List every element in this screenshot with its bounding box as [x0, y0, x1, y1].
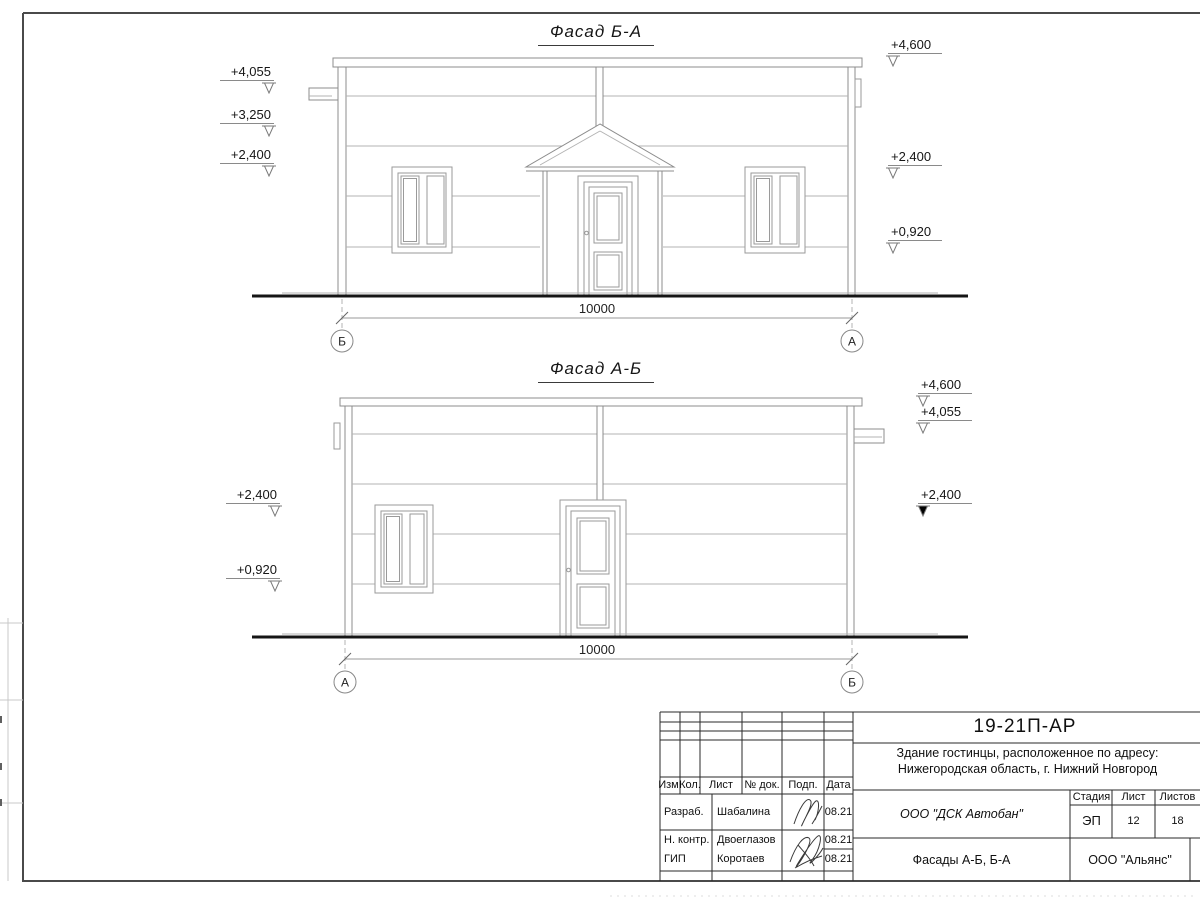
elevation-value: +2,400: [226, 487, 280, 504]
axis-bubbles: [334, 671, 863, 693]
elevation-arrow-icon: [885, 55, 901, 67]
elevation-value: +0,920: [226, 562, 280, 579]
contractor-org: ООО "Альянс": [1088, 852, 1172, 867]
elevation-mark: [226, 487, 280, 504]
axis-letter: Б: [338, 334, 346, 349]
dimension-line: [339, 640, 858, 670]
elevation-value: +4,055: [220, 64, 274, 81]
elevation-mark: [918, 404, 972, 421]
elevation-mark: [888, 224, 942, 241]
sheet-number: 12: [1127, 815, 1140, 828]
object-description-line2: Нижегородская область, г. Нижний Новгород: [897, 761, 1158, 776]
facade2-drawing: [252, 398, 968, 693]
elevation-arrow-icon: [261, 165, 277, 177]
row-name: Двоеглазов: [717, 834, 776, 847]
row-date: 08.21: [824, 853, 853, 866]
elevation-value: +2,400: [888, 149, 942, 166]
sheets-total: 18: [1171, 815, 1184, 828]
elevation-arrow-icon: [915, 422, 931, 434]
elevation-arrow-icon: [885, 167, 901, 179]
window: [745, 167, 805, 253]
parapet-band: [340, 398, 862, 406]
facade1-title: Фасад Б-А: [538, 22, 654, 46]
elevation-value: +0,920: [888, 224, 942, 241]
elevation-value: +2,400: [220, 147, 274, 164]
stage-label: Стадия: [1072, 791, 1111, 804]
vent-pipe: [596, 67, 603, 128]
dimension-value: 10000: [578, 642, 616, 657]
elevation-mark: [888, 37, 942, 54]
door-knob: [567, 568, 571, 572]
sheets-label: Листов: [1159, 791, 1196, 804]
vent-pipe: [597, 406, 603, 501]
row-date: 08.21: [824, 805, 853, 818]
row-date: 08.21: [824, 833, 853, 846]
elevation-mark: [918, 487, 972, 504]
elevation-mark: [918, 377, 972, 394]
elevation-value: +3,250: [220, 107, 274, 124]
col-header-izm: Изм.: [658, 779, 682, 792]
col-header-list: Лист: [709, 779, 733, 792]
sheet-label: Лист: [1121, 791, 1146, 804]
facade2-title: Фасад А-Б: [538, 359, 654, 383]
downspout: [334, 423, 340, 449]
parapet-band: [333, 58, 862, 67]
row-name: Коротаев: [717, 853, 765, 866]
elevation-mark: [220, 64, 274, 81]
elevation-value: +2,400: [918, 487, 972, 504]
side-strip: [0, 618, 23, 881]
elevation-arrow-icon: [261, 82, 277, 94]
elevation-value: +4,055: [918, 404, 972, 421]
elevation-mark: [220, 107, 274, 124]
wall-scupper: [309, 88, 338, 100]
porch-roof: [526, 124, 674, 171]
elevation-arrow-icon: [261, 125, 277, 137]
elevation-value: +4,600: [918, 377, 972, 394]
axis-letter: А: [847, 334, 857, 349]
axis-letter: Б: [848, 675, 856, 690]
elevation-arrow-icon: [915, 505, 931, 517]
col-header-podp: Подп.: [788, 779, 818, 792]
elevation-arrow-icon: [267, 580, 283, 592]
signature: [790, 836, 823, 868]
window: [375, 505, 433, 593]
document-code: 19-21П-АР: [973, 716, 1077, 738]
row-role: Н. контр.: [664, 834, 710, 847]
elevation-mark: [220, 147, 274, 164]
entrance-door: [578, 176, 638, 296]
elevation-mark: [226, 562, 280, 579]
downspout: [855, 79, 861, 107]
row-role: Разраб.: [664, 805, 704, 818]
col-header-doc: № док.: [744, 779, 780, 792]
stage-value: ЭП: [1082, 813, 1101, 829]
row-name: Шабалина: [717, 805, 771, 818]
col-header-kol: Кол.: [679, 779, 701, 792]
elevation-arrow-icon: [885, 242, 901, 254]
axis-bubbles: [331, 330, 863, 352]
signature: [794, 800, 822, 826]
sheet-title: Фасады А-Б, Б-А: [912, 852, 1011, 867]
axis-letter: А: [340, 675, 350, 690]
design-company: ООО "ДСК Автобан": [900, 806, 1023, 821]
row-role: ГИП: [664, 853, 686, 866]
dimension-line: [336, 299, 858, 329]
elevation-arrow-icon: [267, 505, 283, 517]
col-header-data: Дата: [826, 779, 851, 792]
elevation-value: +4,600: [888, 37, 942, 54]
elevation-mark: [888, 149, 942, 166]
object-description-line1: Здание гостинцы, расположенное по адресу:: [896, 745, 1159, 760]
window: [392, 167, 452, 253]
wall-scupper: [854, 429, 884, 443]
door-knob: [585, 231, 589, 235]
dimension-value: 10000: [578, 301, 616, 316]
facade1-drawing: [252, 58, 968, 352]
signatures: [790, 800, 823, 868]
